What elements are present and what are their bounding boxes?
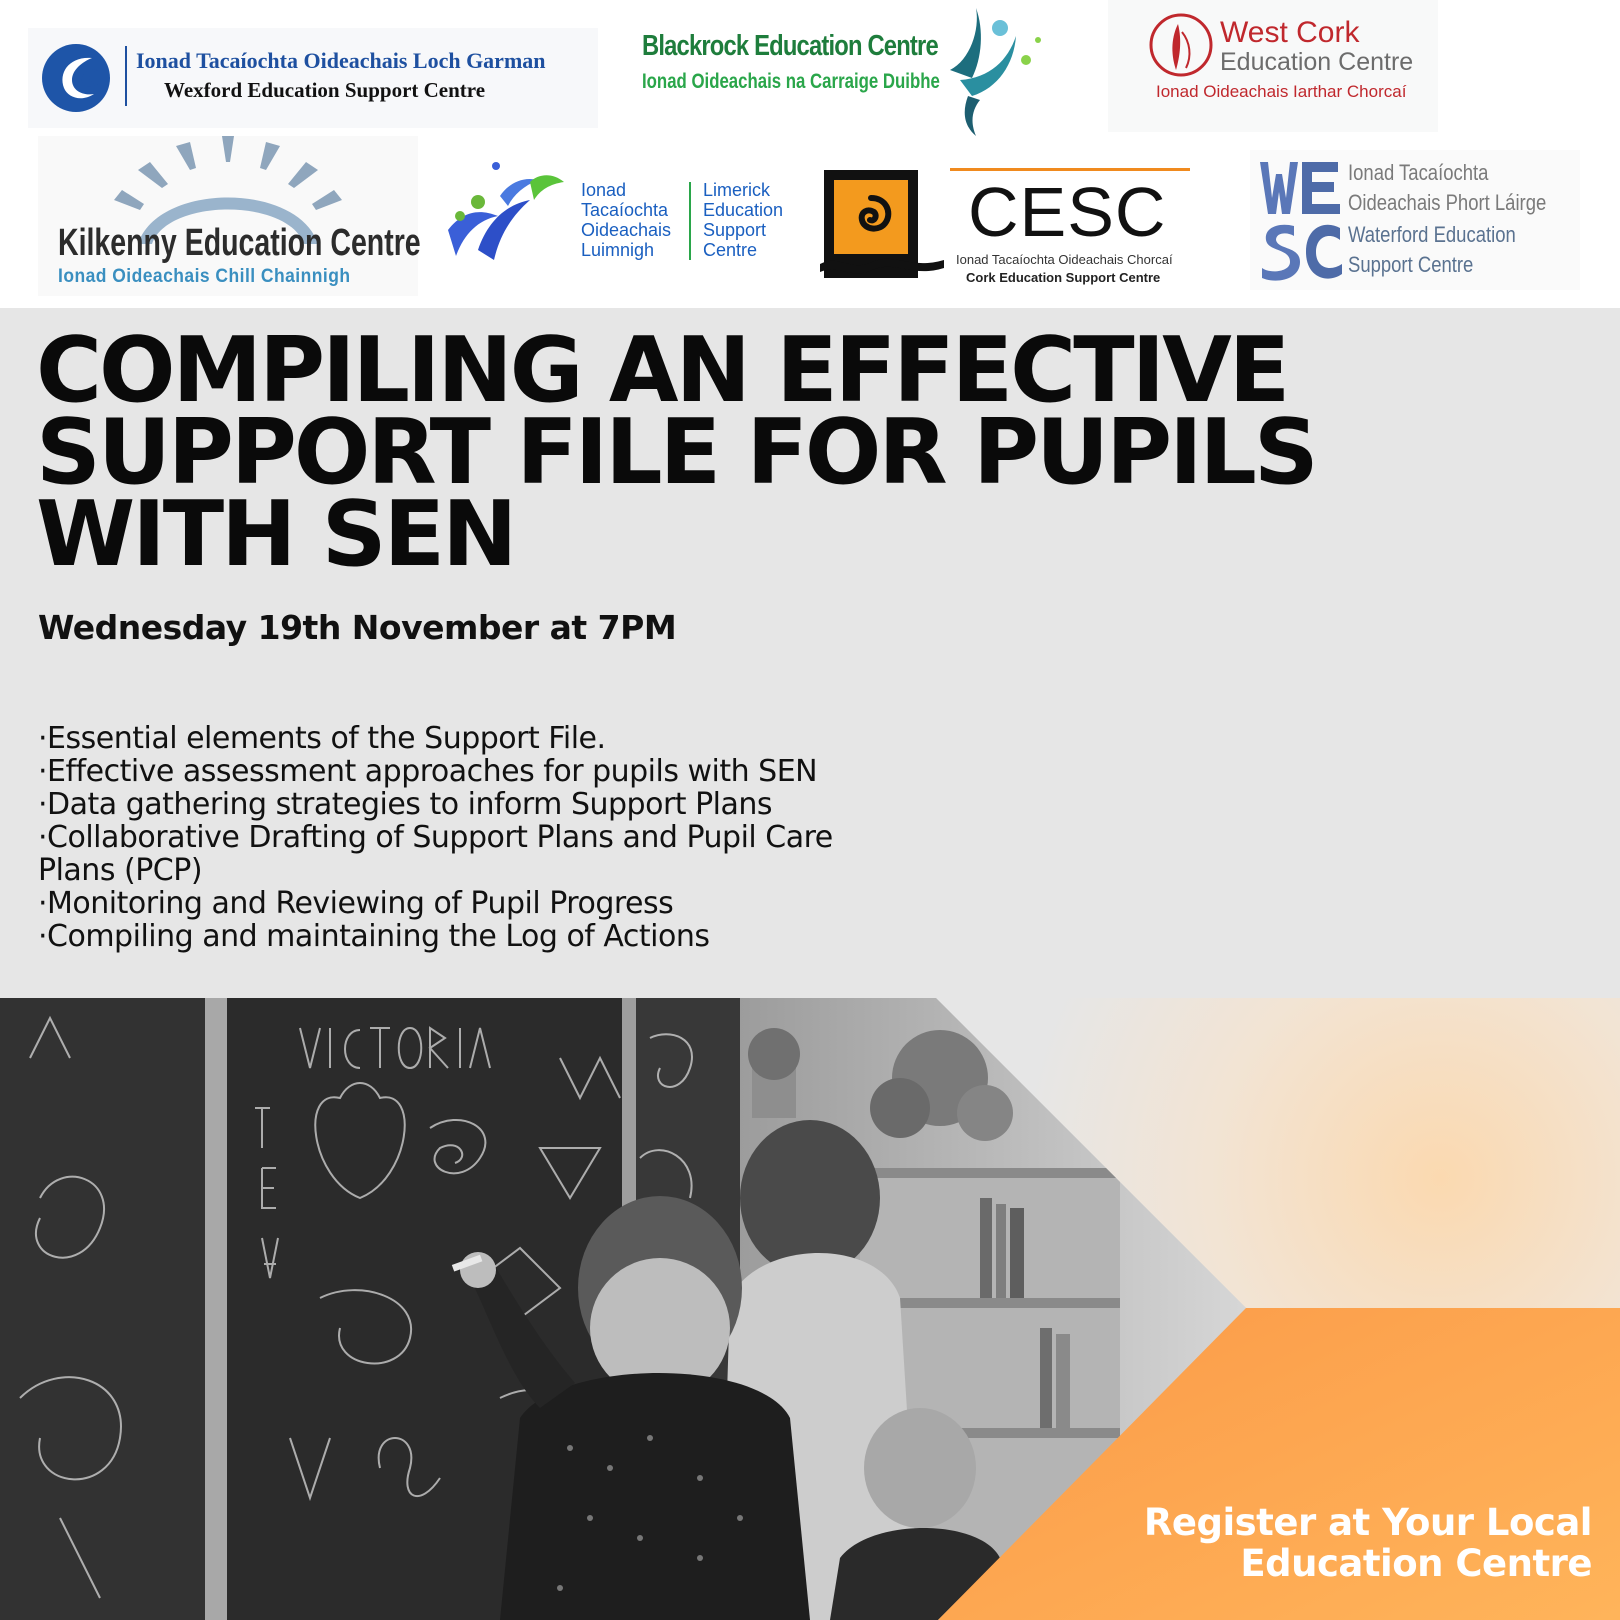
- wesc-monogram-icon: [1260, 158, 1344, 282]
- cesc-logo-name: CESC: [968, 173, 1167, 251]
- waterford-logo-line: Oideachais Phort Láirge: [1348, 190, 1547, 215]
- waterford-logo-line: Support Centre: [1348, 252, 1474, 277]
- topic-item: ·Collaborative Drafting of Support Plans and Pupil Care Plans (PCP): [38, 820, 833, 888]
- event-date: Wednesday 19th November at 7PM: [38, 608, 677, 647]
- wexford-logo-line2: Wexford Education Support Centre: [164, 78, 486, 102]
- limerick-irish-line: Luimnigh: [581, 240, 655, 260]
- topic-item: ·Data gathering strategies to inform Support Plans: [38, 787, 773, 822]
- topic-item: ·Effective assessment approaches for pupils with SEN: [38, 754, 818, 789]
- figures-emblem-icon: [438, 160, 566, 264]
- waterford-logo-line: Waterford Education: [1348, 222, 1516, 247]
- event-title: COMPILING AN EFFECTIVE SUPPORT FILE FOR PUPILS WITH SEN: [36, 318, 1316, 587]
- limerick-irish-name: [581, 180, 671, 260]
- westcork-logo-line3: Ionad Oideachais Iarthar Chorcaí: [1156, 82, 1407, 101]
- waterford-logo-line: Ionad Tacaíochta: [1348, 160, 1489, 185]
- wexford-logo: [28, 28, 598, 128]
- register-cta-line2: Education Centre: [1240, 1542, 1592, 1585]
- topic-list: [38, 722, 918, 953]
- cesc-accent-bar: [950, 168, 1190, 171]
- waterford-logo: [1250, 150, 1580, 290]
- topic-item: ·Essential elements of the Support File.: [38, 721, 606, 756]
- cesc-logo-line2: Ionad Tacaíochta Oideachais Chorcaí: [956, 252, 1173, 267]
- limerick-logo: [438, 160, 808, 270]
- logo-strip: [0, 0, 1620, 308]
- blackrock-logo: [640, 0, 1060, 140]
- limerick-irish-line: Oideachais: [581, 220, 672, 240]
- spiral-emblem-icon: [820, 168, 948, 286]
- westcork-logo-line2: Education Centre: [1220, 48, 1414, 76]
- register-cta-line1: Register at Your Local: [1143, 1501, 1592, 1544]
- logo-divider: [125, 46, 127, 106]
- limerick-english-name: [703, 180, 783, 260]
- westcork-logo-line1: West Cork: [1220, 16, 1360, 49]
- logo-divider: [689, 182, 691, 260]
- kilkenny-logo-line2: Ionad Oideachais Chill Chainnigh: [58, 266, 351, 287]
- limerick-english-line: Support: [703, 220, 767, 240]
- kilkenny-logo: [38, 136, 421, 296]
- blackrock-logo-line1: Blackrock Education Centre: [642, 30, 938, 62]
- cesc-logo: [820, 160, 1220, 290]
- westcork-logo: [1108, 0, 1438, 132]
- topic-item: ·Compiling and maintaining the Log of Actions: [38, 919, 710, 954]
- limerick-irish-line: Tacaíochta: [581, 200, 669, 220]
- cesc-logo-line3: Cork Education Support Centre: [966, 270, 1161, 285]
- harp-figure-icon: [1148, 12, 1214, 78]
- blackrock-logo-line2: Ionad Oideachais na Carraige Duibhe: [642, 70, 940, 93]
- register-cta: [952, 1502, 1592, 1584]
- wave-emblem-icon: [40, 42, 112, 114]
- limerick-english-line: Education: [703, 200, 784, 220]
- topic-item: ·Monitoring and Reviewing of Pupil Progress: [38, 886, 674, 921]
- figure-emblem-icon: [920, 0, 1050, 140]
- limerick-english-line: Limerick: [703, 180, 771, 200]
- kilkenny-logo-line1: Kilkenny Education Centre: [58, 222, 421, 264]
- limerick-irish-line: Ionad: [581, 180, 627, 200]
- limerick-english-line: Centre: [703, 240, 758, 260]
- wexford-logo-line1: Ionad Tacaíochta Oideachais Loch Garman: [136, 48, 546, 73]
